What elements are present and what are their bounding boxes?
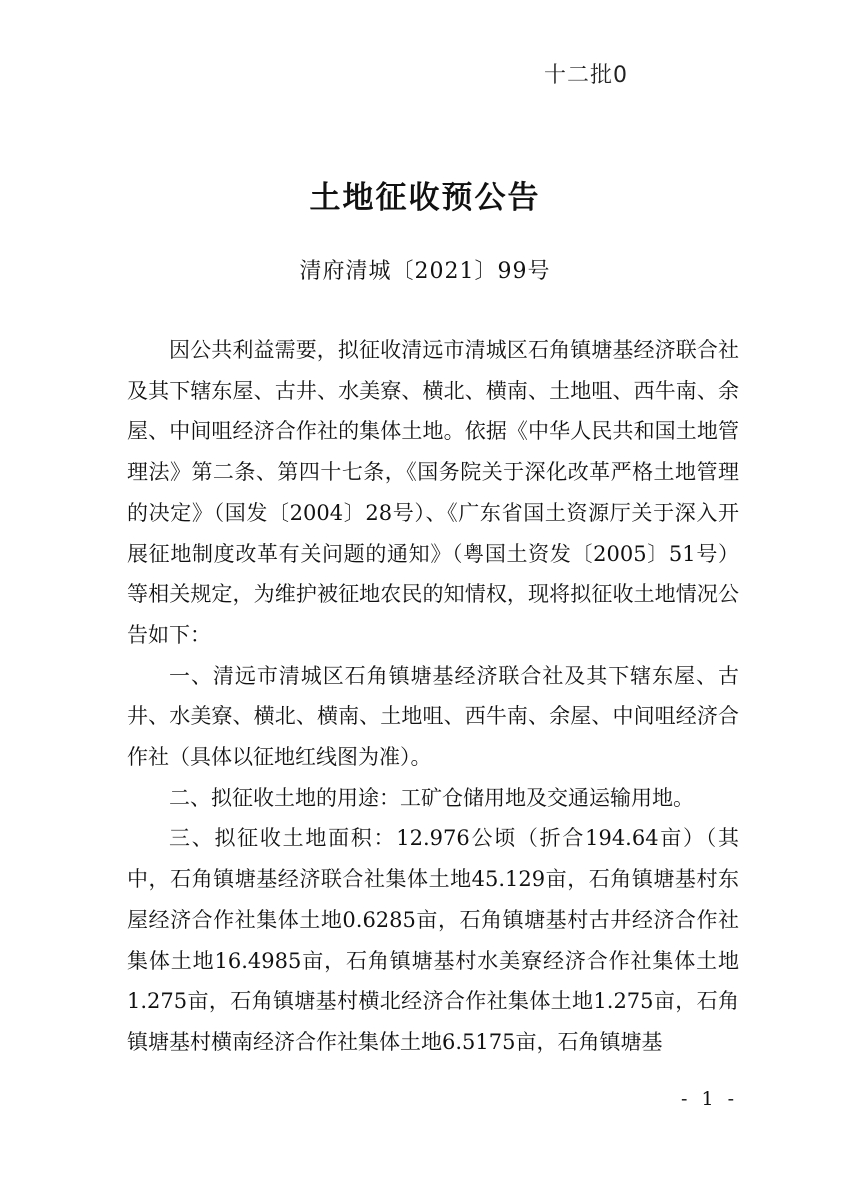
page-number: - 1 - <box>680 1088 738 1110</box>
paragraph-intro: 因公共利益需要，拟征收清远市清城区石角镇塘基经济联合社及其下辖东屋、古井、水美寮、横北、横南、土地咀、西牛南、余屋、中间咀经济合作社的集体土地。依据《中华人民共和国土地管理法》第二条、第四十七条，《国务院关于深化改革严格土地管理的决定》（国发〔2004〕28号）、《广东省国土资源厅关于深入开展征地制度改革有关问题的通知》（粤国土资发〔2005〕51号）等相关规定，为维护被征地农民的知情权，现将拟征收土地情况公告如下： <box>127 338 739 647</box>
document-title: 土地征收预公告 <box>309 180 541 216</box>
document-body <box>127 330 739 1063</box>
paragraph-location: 一、清远市清城区石角镇塘基经济联合社及其下辖东屋、古井、水美寮、横北、横南、土地咀、西牛南、余屋、中间咀经济合作社（具体以征地红线图为准）。 <box>127 663 739 770</box>
paragraph-purpose: 二、拟征收土地的用途：工矿仓储用地及交通运输用地。 <box>169 785 694 810</box>
document-number: 清府清城〔2021〕99号 <box>299 259 551 284</box>
paragraph-area: 三、拟征收土地面积：12.976公顷（折合194.64亩）（其中，石角镇塘基经济联合社集体土地45.129亩，石角镇塘基村东屋经济合作社集体土地0.6285亩，石角镇塘基村古井经济合作社集体土地16.4985亩，石角镇塘基村水美寮经济合作社集体土地1.275亩，石角镇塘基村横北经济合作社集体土地1.275亩，石角镇塘基村横南经济合作社集体土地6.5175亩，石角镇塘基 <box>127 826 739 1054</box>
handwritten-note: 十二批0 <box>544 63 628 88</box>
